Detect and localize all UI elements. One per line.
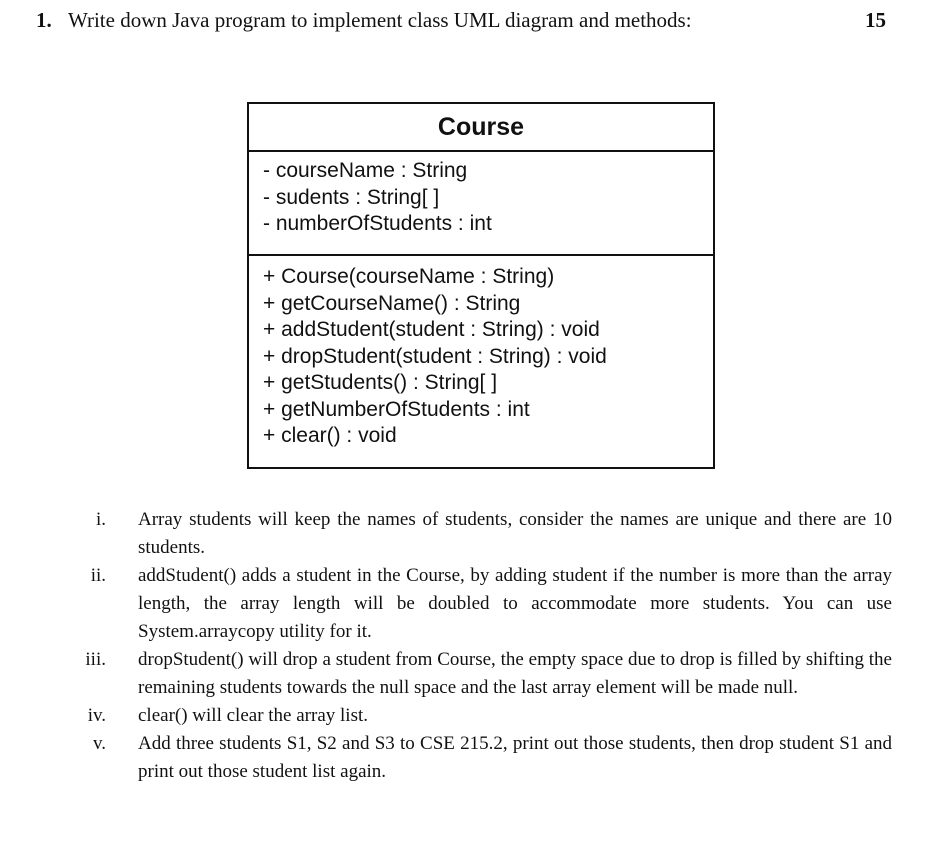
requirement-marker: v.: [92, 733, 106, 754]
requirement-text: Array students will keep the names of students, consider the names are unique and there are 10 students.: [138, 509, 892, 558]
requirement-marker: ii.: [90, 565, 106, 586]
requirement-item: [60, 646, 892, 702]
uml-attribute: - numberOfStudents : int: [263, 212, 492, 235]
uml-method: + addStudent(student : String) : void: [263, 318, 600, 341]
requirement-marker: iii.: [85, 649, 106, 670]
requirement-item: [60, 702, 892, 730]
requirement-item: [60, 562, 892, 646]
question-text: Write down Java program to implement class UML diagram and methods:: [68, 8, 692, 32]
requirement-marker: i.: [95, 509, 106, 530]
requirement-text: Add three students S1, S2 and S3 to CSE 215.2, print out those students, then drop student S1 and print out those student list again.: [138, 733, 892, 782]
requirement-text: dropStudent() will drop a student from Course, the empty space due to drop is filled by shifting the remaining students towards the null space and the last array element will be made null.: [138, 649, 892, 698]
uml-attribute: - sudents : String[ ]: [263, 185, 440, 209]
requirement-text: addStudent() adds a student in the Course, by adding student if the number is more than the array length, the array length will be doubled to accommodate more students. You can use System.arraycopy utility for it.: [138, 565, 892, 642]
uml-method: + getNumberOfStudents : int: [263, 397, 530, 421]
uml-class-diagram: [247, 102, 715, 469]
uml-method: + clear() : void: [263, 424, 397, 447]
requirement-text: clear() will clear the array list.: [138, 705, 368, 726]
requirements-list: [60, 506, 892, 786]
uml-methods-section: [249, 256, 713, 467]
question-marks: 15: [865, 8, 886, 32]
requirement-item: [60, 730, 892, 786]
question-header: [36, 8, 886, 38]
question-number: 1.: [36, 8, 52, 32]
uml-attributes-section: [249, 152, 713, 256]
uml-class-name: Course: [249, 104, 713, 152]
uml-method: + getStudents() : String[ ]: [263, 371, 498, 394]
requirement-item: [60, 506, 892, 562]
requirement-marker: iv.: [87, 705, 106, 726]
uml-method: + dropStudent(student : String) : void: [263, 344, 607, 368]
uml-method: + Course(courseName : String): [263, 265, 555, 288]
uml-method: + getCourseName() : String: [263, 291, 521, 315]
uml-attribute: - courseName : String: [263, 159, 468, 182]
